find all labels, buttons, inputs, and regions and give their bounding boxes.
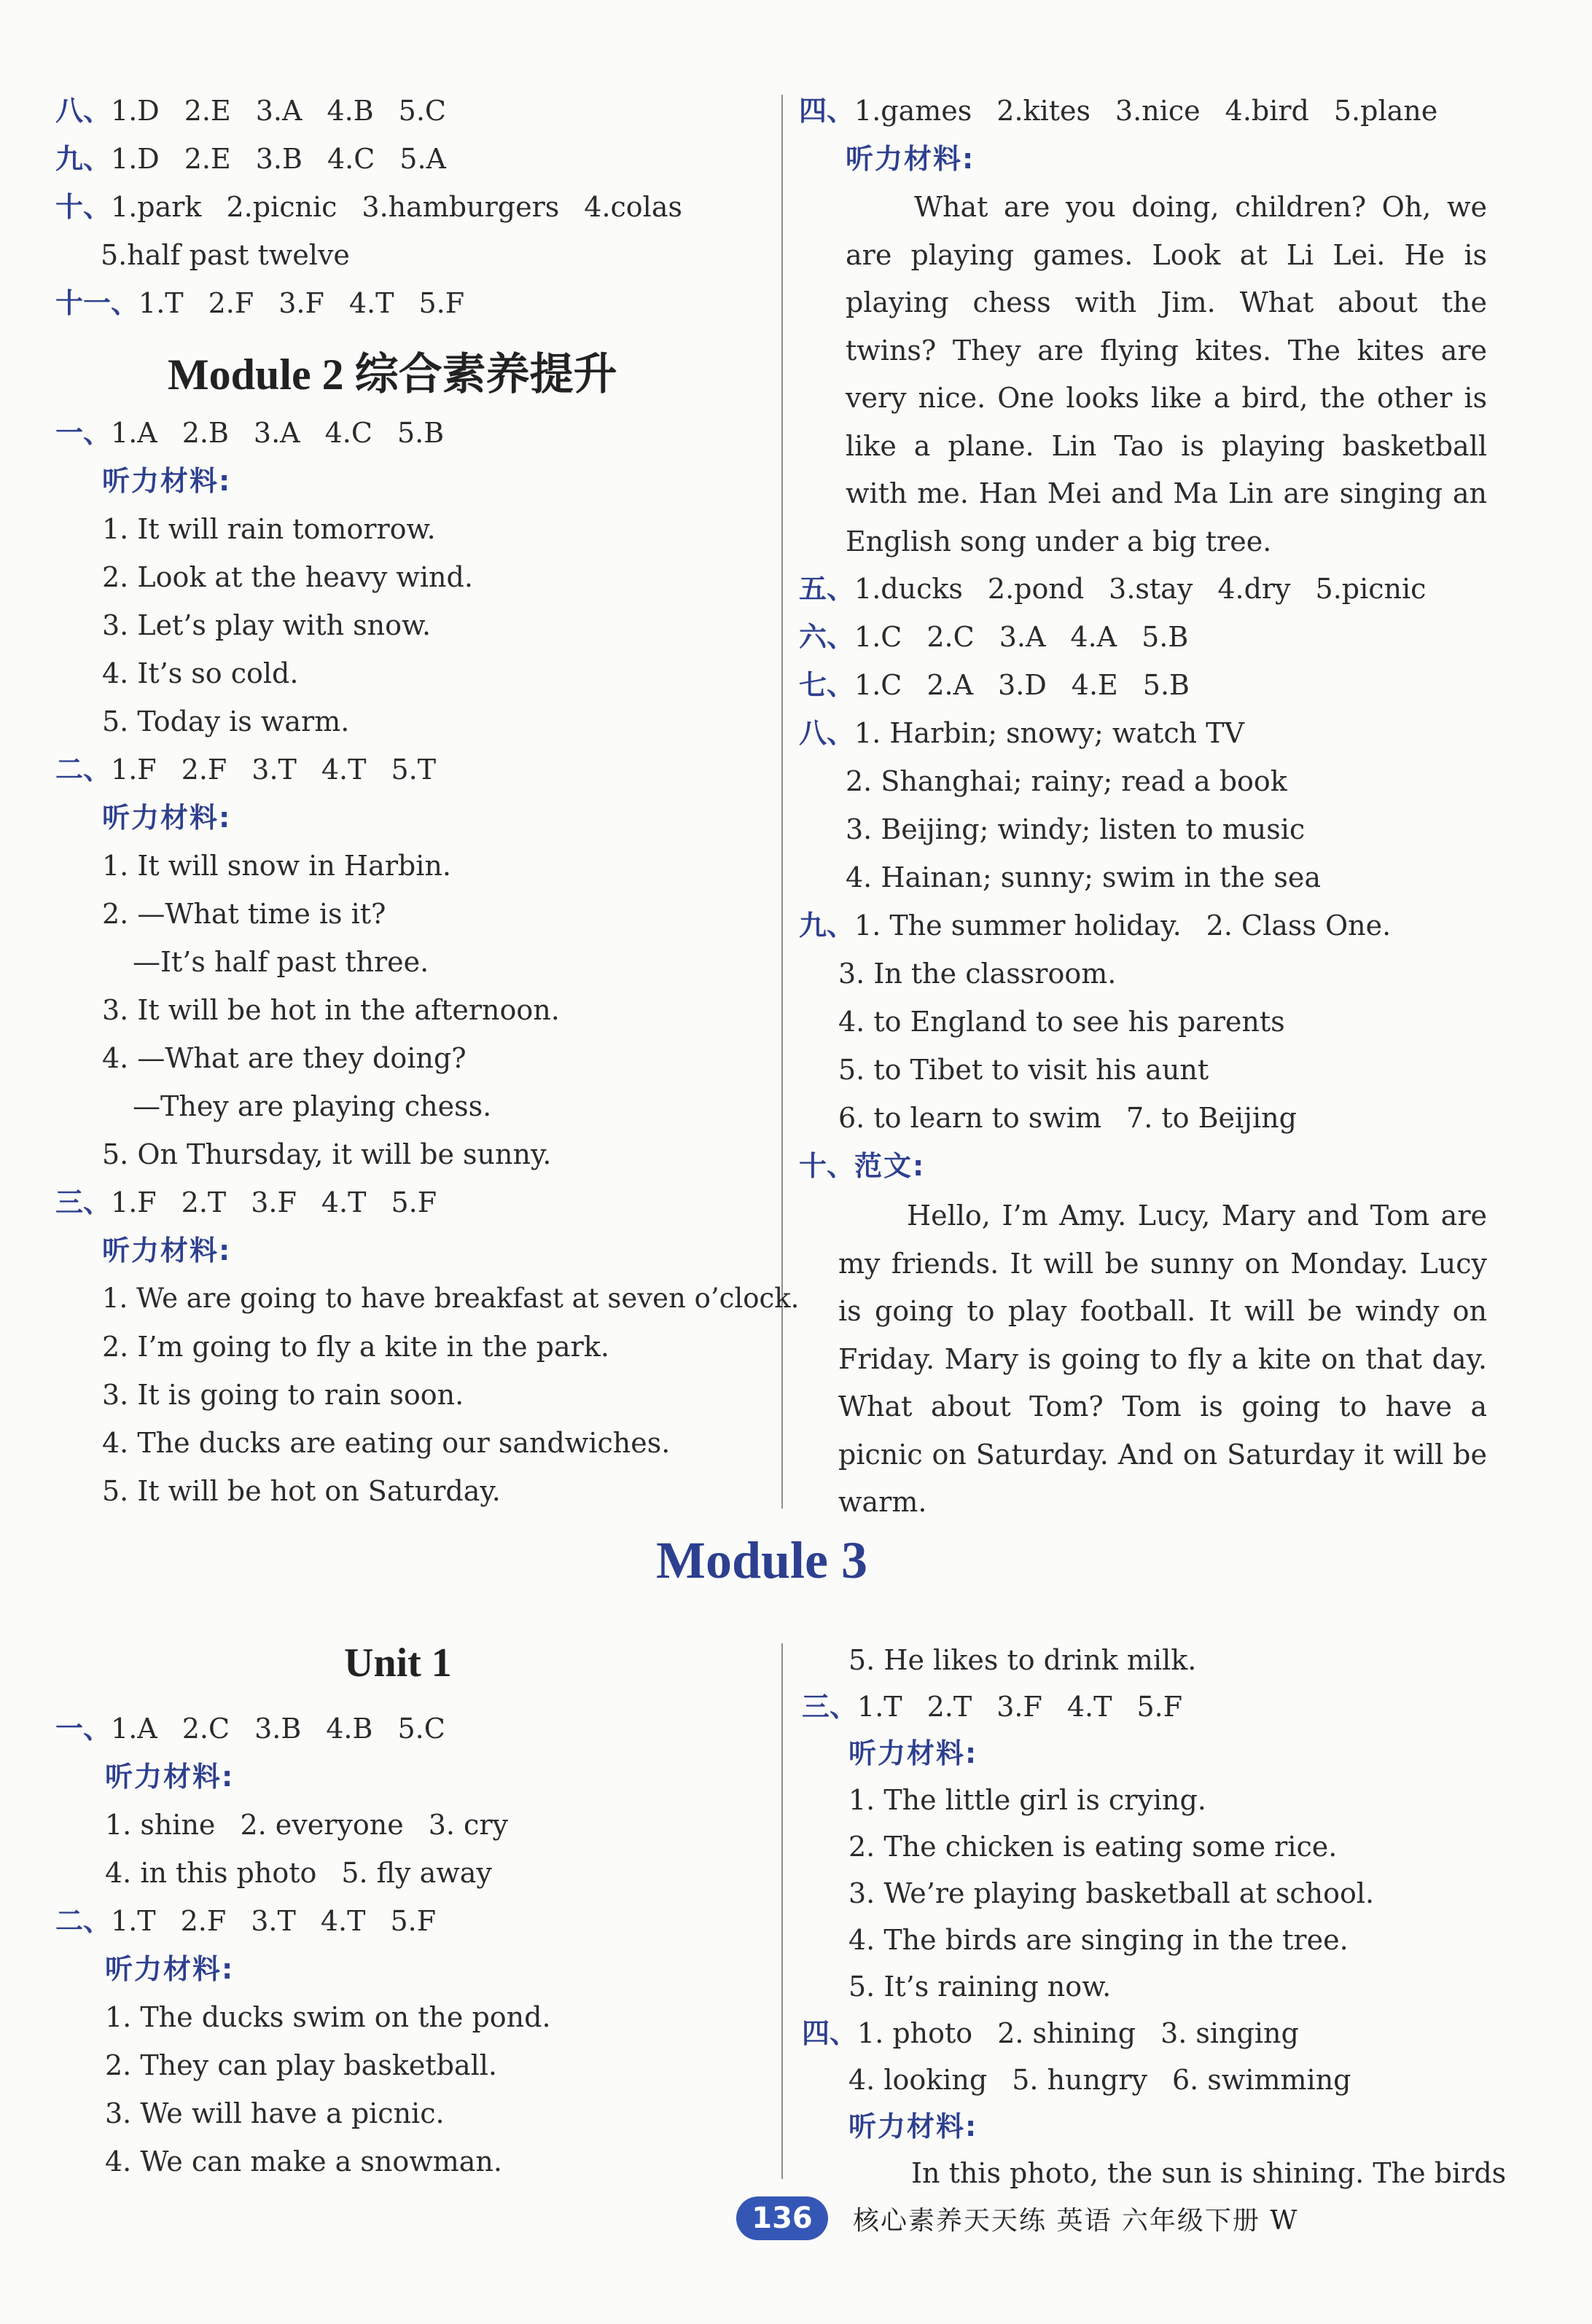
m2-s2-line: —They are playing chess. bbox=[133, 1090, 492, 1122]
m2-answer-row-10: 十、范文: bbox=[799, 1150, 926, 1182]
m2-s1-line: 5. Today is warm. bbox=[102, 705, 350, 738]
m3-s3-line: 1. The little girl is crying. bbox=[848, 1784, 1206, 1816]
m3-s1-line: 1. shine 2. everyone 3. cry bbox=[105, 1809, 508, 1841]
m2-s2-line: 3. It will be hot in the afternoon. bbox=[102, 994, 560, 1026]
answer-row-11: 十一、1.T 2.F 3.F 4.T 5.F bbox=[55, 287, 465, 319]
m2-s1-line: 1. It will rain tomorrow. bbox=[102, 513, 436, 545]
module3-title: Module 3 bbox=[656, 1531, 868, 1589]
answer-row-9: 九、1.D 2.E 3.B 4.C 5.A bbox=[55, 143, 446, 175]
m3-answer-row-3: 三、1.T 2.T 3.F 4.T 5.F bbox=[802, 1691, 1183, 1723]
m2-s1-line: 2. Look at the heavy wind. bbox=[102, 561, 473, 593]
m2-s4-passage: What are you doing, children? Oh, we are playing games. Look at Li Lei. He is playing chess with Jim. What about the twins? They are flying kites. The kites are very nice. One looks like a bird, the other is like a plane. Lin Tao is playing basketball with me. Han Mei and Ma Lin are singing an English song under a big tree. bbox=[846, 191, 1487, 557]
m2-answer-row-3: 三、1.F 2.T 3.F 4.T 5.F bbox=[55, 1186, 437, 1218]
book-title: 核心素养天天练 英语 六年级下册 W bbox=[853, 2205, 1299, 2236]
m2-s8-line: 3. Beijing; windy; listen to music bbox=[846, 813, 1306, 845]
m2-s1-line: 3. Let’s play with snow. bbox=[102, 609, 432, 641]
column-divider-bottom bbox=[781, 1643, 783, 2179]
m3-s1-line: 4. in this photo 5. fly away bbox=[105, 1857, 492, 1889]
m3-s2-line: 3. We will have a picnic. bbox=[105, 2097, 445, 2129]
m2-s3-line: 3. It is going to rain soon. bbox=[102, 1379, 464, 1411]
m2-s2-line: 1. It will snow in Harbin. bbox=[102, 850, 451, 882]
m2-s3-listen-label: 听力材料: bbox=[102, 1235, 232, 1267]
m2-s2-line: 2. —What time is it? bbox=[102, 898, 386, 930]
m3-s2-listen-label: 听力材料: bbox=[105, 1953, 235, 1985]
m2-answer-row-5: 五、1.ducks 2.pond 3.stay 4.dry 5.picnic bbox=[799, 573, 1427, 605]
m3-s4-listen-label: 听力材料: bbox=[848, 2110, 978, 2143]
page-footer bbox=[736, 2196, 1298, 2240]
m2-s9-line: 3. In the classroom. bbox=[838, 958, 1117, 990]
page-number: 136 bbox=[736, 2196, 828, 2240]
m2-s9-line: 6. to learn to swim 7. to Beijing bbox=[838, 1102, 1297, 1134]
m3-s2-line: 2. They can play basketball. bbox=[105, 2049, 497, 2081]
m2-s1-listen-label: 听力材料: bbox=[102, 465, 232, 497]
m3-s4-passage: In this photo, the sun is shining. The birds bbox=[911, 2157, 1507, 2189]
m3-s3-line: 2. The chicken is eating some rice. bbox=[848, 1831, 1338, 1863]
m2-answer-row-8: 八、1. Harbin; snowy; watch TV bbox=[799, 717, 1244, 749]
m2-s9-line: 5. to Tibet to visit his aunt bbox=[838, 1054, 1209, 1086]
m2-answer-row-1: 一、1.A 2.B 3.A 4.C 5.B bbox=[55, 417, 445, 449]
m3-s3-line: 4. The birds are singing in the tree. bbox=[848, 1924, 1349, 1956]
m3-answer-row-4: 四、1. photo 2. shining 3. singing bbox=[802, 2017, 1299, 2049]
m2-s2-line: —It’s half past three. bbox=[133, 946, 429, 978]
m3-s2-line: 5. He likes to drink milk. bbox=[848, 1644, 1197, 1676]
m2-s4-listen-label: 听力材料: bbox=[846, 143, 975, 175]
m2-s8-line: 4. Hainan; sunny; swim in the sea bbox=[846, 861, 1321, 893]
m2-answer-row-2: 二、1.F 2.F 3.T 4.T 5.T bbox=[55, 754, 437, 786]
m2-answer-row-6: 六、1.C 2.C 3.A 4.A 5.B bbox=[799, 621, 1189, 653]
m2-s3-line: 4. The ducks are eating our sandwiches. bbox=[102, 1427, 671, 1459]
m2-s9-line: 4. to England to see his parents bbox=[838, 1006, 1285, 1038]
m2-answer-row-7: 七、1.C 2.A 3.D 4.E 5.B bbox=[799, 669, 1190, 701]
m2-s1-line: 4. It’s so cold. bbox=[102, 657, 299, 689]
m2-answer-row-4: 四、1.games 2.kites 3.nice 4.bird 5.plane bbox=[799, 95, 1438, 127]
m3-answer-row-2: 二、1.T 2.F 3.T 4.T 5.F bbox=[55, 1905, 437, 1937]
unit1-title: Unit 1 bbox=[344, 1640, 452, 1686]
m2-answer-row-9: 九、1. The summer holiday. 2. Class One. bbox=[799, 909, 1392, 942]
m3-s1-listen-label: 听力材料: bbox=[105, 1761, 235, 1793]
m2-s8-line: 2. Shanghai; rainy; read a book bbox=[846, 765, 1287, 797]
answer-row-10-cont: 5.half past twelve bbox=[101, 239, 350, 271]
m2-s2-line: 5. On Thursday, it will be sunny. bbox=[102, 1138, 552, 1170]
m3-s3-line: 3. We’re playing basketball at school. bbox=[848, 1877, 1375, 1909]
m2-s2-listen-label: 听力材料: bbox=[102, 802, 232, 834]
m3-s2-line: 4. We can make a snowman. bbox=[105, 2145, 502, 2178]
m2-s3-line: 1. We are going to have breakfast at seven o’clock. bbox=[102, 1283, 800, 1314]
m2-s2-line: 4. —What are they doing? bbox=[102, 1042, 467, 1074]
answer-row-8: 八、1.D 2.E 3.A 4.B 5.C bbox=[55, 95, 446, 127]
m2-s10-sample-essay: Hello, I’m Amy. Lucy, Mary and Tom are my friends. It will be sunny on Monday. Lucy is going to play football. It will be windy on Friday. Mary is going to fly a kite on that day. What about Tom? Tom is going to have a picnic on Saturday. And on Saturday it will be warm. bbox=[838, 1200, 1487, 1518]
answer-row-10: 十、1.park 2.picnic 3.hamburgers 4.colas bbox=[55, 191, 682, 223]
m2-s3-line: 2. I’m going to fly a kite in the park. bbox=[102, 1331, 609, 1363]
m3-s2-line: 1. The ducks swim on the pond. bbox=[105, 2001, 551, 2033]
m2-s3-line: 5. It will be hot on Saturday. bbox=[102, 1475, 501, 1507]
m3-s3-line: 5. It’s raining now. bbox=[848, 1971, 1112, 2003]
m3-s3-listen-label: 听力材料: bbox=[848, 1737, 978, 1769]
module2-title: Module 2 综合素养提升 bbox=[168, 351, 617, 399]
m3-s4-line: 4. looking 5. hungry 6. swimming bbox=[848, 2064, 1351, 2096]
m3-answer-row-1: 一、1.A 2.C 3.B 4.B 5.C bbox=[55, 1713, 445, 1745]
